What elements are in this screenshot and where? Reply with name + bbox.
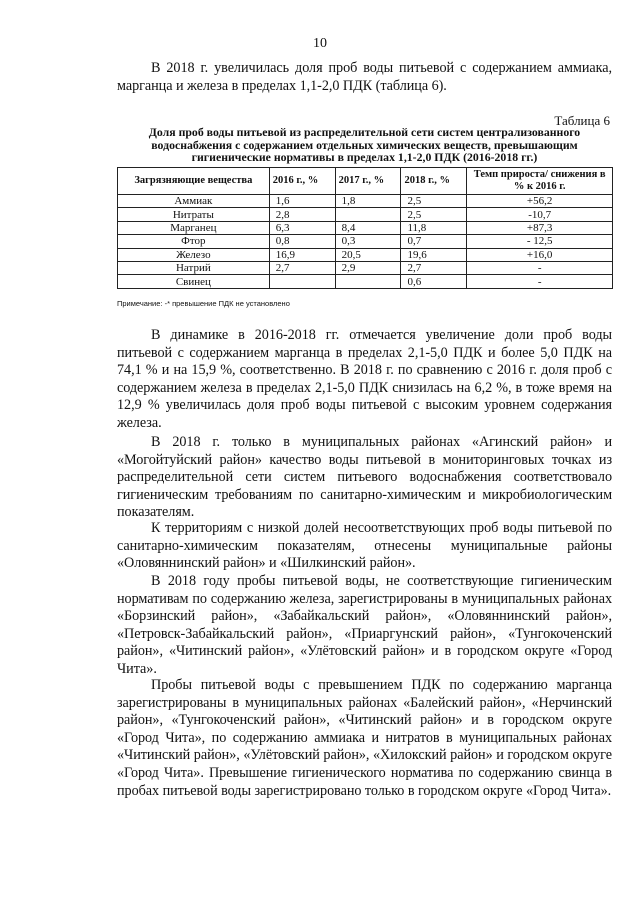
cell-2016: 2,7 bbox=[269, 261, 335, 274]
cell-substance: Аммиак bbox=[118, 195, 270, 208]
cell-2017: 0,3 bbox=[335, 235, 401, 248]
cell-2017: 20,5 bbox=[335, 248, 401, 261]
cell-change: +56,2 bbox=[467, 195, 613, 208]
table-row bbox=[118, 221, 613, 234]
cell-substance: Свинец bbox=[118, 275, 270, 288]
table-footnote: Примечание: -* превышение ПДК не установлено bbox=[117, 299, 290, 308]
table-row bbox=[118, 235, 613, 248]
cell-2017: 1,8 bbox=[335, 195, 401, 208]
paragraph-aginsky: В 2018 г. только в муниципальных районах «Агинский район» и «Могойтуйский район» качество воды питьевой в мониторинговых точках из распределительной сети систем питьевого водоснабжения соответствовало гигиеническим требованиям по санитарно-химическим и микробиологическим показателям. bbox=[117, 434, 612, 521]
paragraph-dynamics: В динамике в 2016-2018 гг. отмечается увеличение доли проб воды питьевой с содержанием марганца в пределах 2,1-5,0 ПДК и более 5,0 ПДК на 74,1 % и на 15,9 %, соответственно. В 2018 г. по сравнению с 2016 г. доля проб с содержанием железа в пределах 2,1-5,0 ПДК снизилась на 6,2 %, в тоже время на 12,9 % увеличилась доля проб воды питьевой с высоким уровнем содержания железа. bbox=[117, 327, 612, 431]
page-number: 10 bbox=[313, 36, 327, 51]
cell-change: - bbox=[467, 275, 613, 288]
cell-2018: 11,8 bbox=[401, 221, 467, 234]
cell-2017 bbox=[335, 208, 401, 221]
header-2017: 2017 г., % bbox=[335, 168, 401, 195]
cell-change: -10,7 bbox=[467, 208, 613, 221]
cell-2016 bbox=[269, 275, 335, 288]
table-row bbox=[118, 208, 613, 221]
cell-2018: 0,7 bbox=[401, 235, 467, 248]
intro-paragraph: В 2018 г. увеличилась доля проб воды питьевой с содержанием аммиака, марганца и железа в пределах 1,1-2,0 ПДК (таблица 6). bbox=[117, 60, 612, 94]
cell-substance: Марганец bbox=[118, 221, 270, 234]
cell-change: +87,3 bbox=[467, 221, 613, 234]
paragraph-iron: В 2018 году пробы питьевой воды, не соответствующие гигиеническим нормативам по содержанию железа, зарегистрированы в муниципальных районах «Борзинский район», «Забайкальский район», «Оловяннинский район», «Петровск-Забайкальский район», «Приаргунский район», «Тунгокоченский район», «Читинский район», «Улётовский район» и в городском округе «Город Чита». bbox=[117, 573, 612, 677]
cell-2018: 2,5 bbox=[401, 208, 467, 221]
cell-change: +16,0 bbox=[467, 248, 613, 261]
cell-2017 bbox=[335, 275, 401, 288]
cell-2018: 2,7 bbox=[401, 261, 467, 274]
cell-2016: 2,8 bbox=[269, 208, 335, 221]
paragraph-low-share: К территориям с низкой долей несоответствующих проб воды питьевой по санитарно-химическим показателям, отнесены муниципальные районы «Оловяннинский район» и «Шилкинский район». bbox=[117, 520, 612, 572]
header-substance: Загрязняющие вещества bbox=[118, 168, 270, 195]
table-row bbox=[118, 261, 613, 274]
cell-2018: 19,6 bbox=[401, 248, 467, 261]
cell-substance: Железо bbox=[118, 248, 270, 261]
table-header-row bbox=[118, 168, 613, 195]
cell-substance: Натрий bbox=[118, 261, 270, 274]
cell-substance: Фтор bbox=[118, 235, 270, 248]
cell-2017: 8,4 bbox=[335, 221, 401, 234]
header-2016: 2016 г., % bbox=[269, 168, 335, 195]
table-caption: Доля проб воды питьевой из распределительной сети систем централизованного водоснабжения с содержанием отдельных химических веществ, превышающим гигиенические нормативы в пределах 1,1-2,0 ПДК (2016-2018 гг.) bbox=[148, 125, 581, 165]
table-label: Таблица 6 bbox=[554, 113, 610, 128]
cell-2016: 0,8 bbox=[269, 235, 335, 248]
paragraph-manganese: Пробы питьевой воды с превышением ПДК по содержанию марганца зарегистрированы в муниципальных районах «Балейский район», «Нерчинский район», «Тунгокоченский район», «Читинский район» и в городском округе «Город Чита», по содержанию аммиака и нитратов в муниципальных районах «Читинский район», «Улётовский район», «Хилокский район» и городском округе «Город Чита». Превышение гигиенического норматива по содержанию свинца в пробах питьевой воды зарегистрировано только в городском округе «Город Чита». bbox=[117, 677, 612, 799]
table-row bbox=[118, 248, 613, 261]
cell-2018: 2,5 bbox=[401, 195, 467, 208]
cell-change: - bbox=[467, 261, 613, 274]
substances-table bbox=[117, 167, 613, 289]
cell-substance: Нитраты bbox=[118, 208, 270, 221]
cell-2016: 6,3 bbox=[269, 221, 335, 234]
cell-change: - 12,5 bbox=[467, 235, 613, 248]
header-change: Темп прироста/ снижения в % к 2016 г. bbox=[467, 168, 613, 195]
table-row bbox=[118, 195, 613, 208]
header-2018: 2018 г., % bbox=[401, 168, 467, 195]
cell-2018: 0,6 bbox=[401, 275, 467, 288]
table-row bbox=[118, 275, 613, 288]
cell-2016: 1,6 bbox=[269, 195, 335, 208]
cell-2016: 16,9 bbox=[269, 248, 335, 261]
cell-2017: 2,9 bbox=[335, 261, 401, 274]
